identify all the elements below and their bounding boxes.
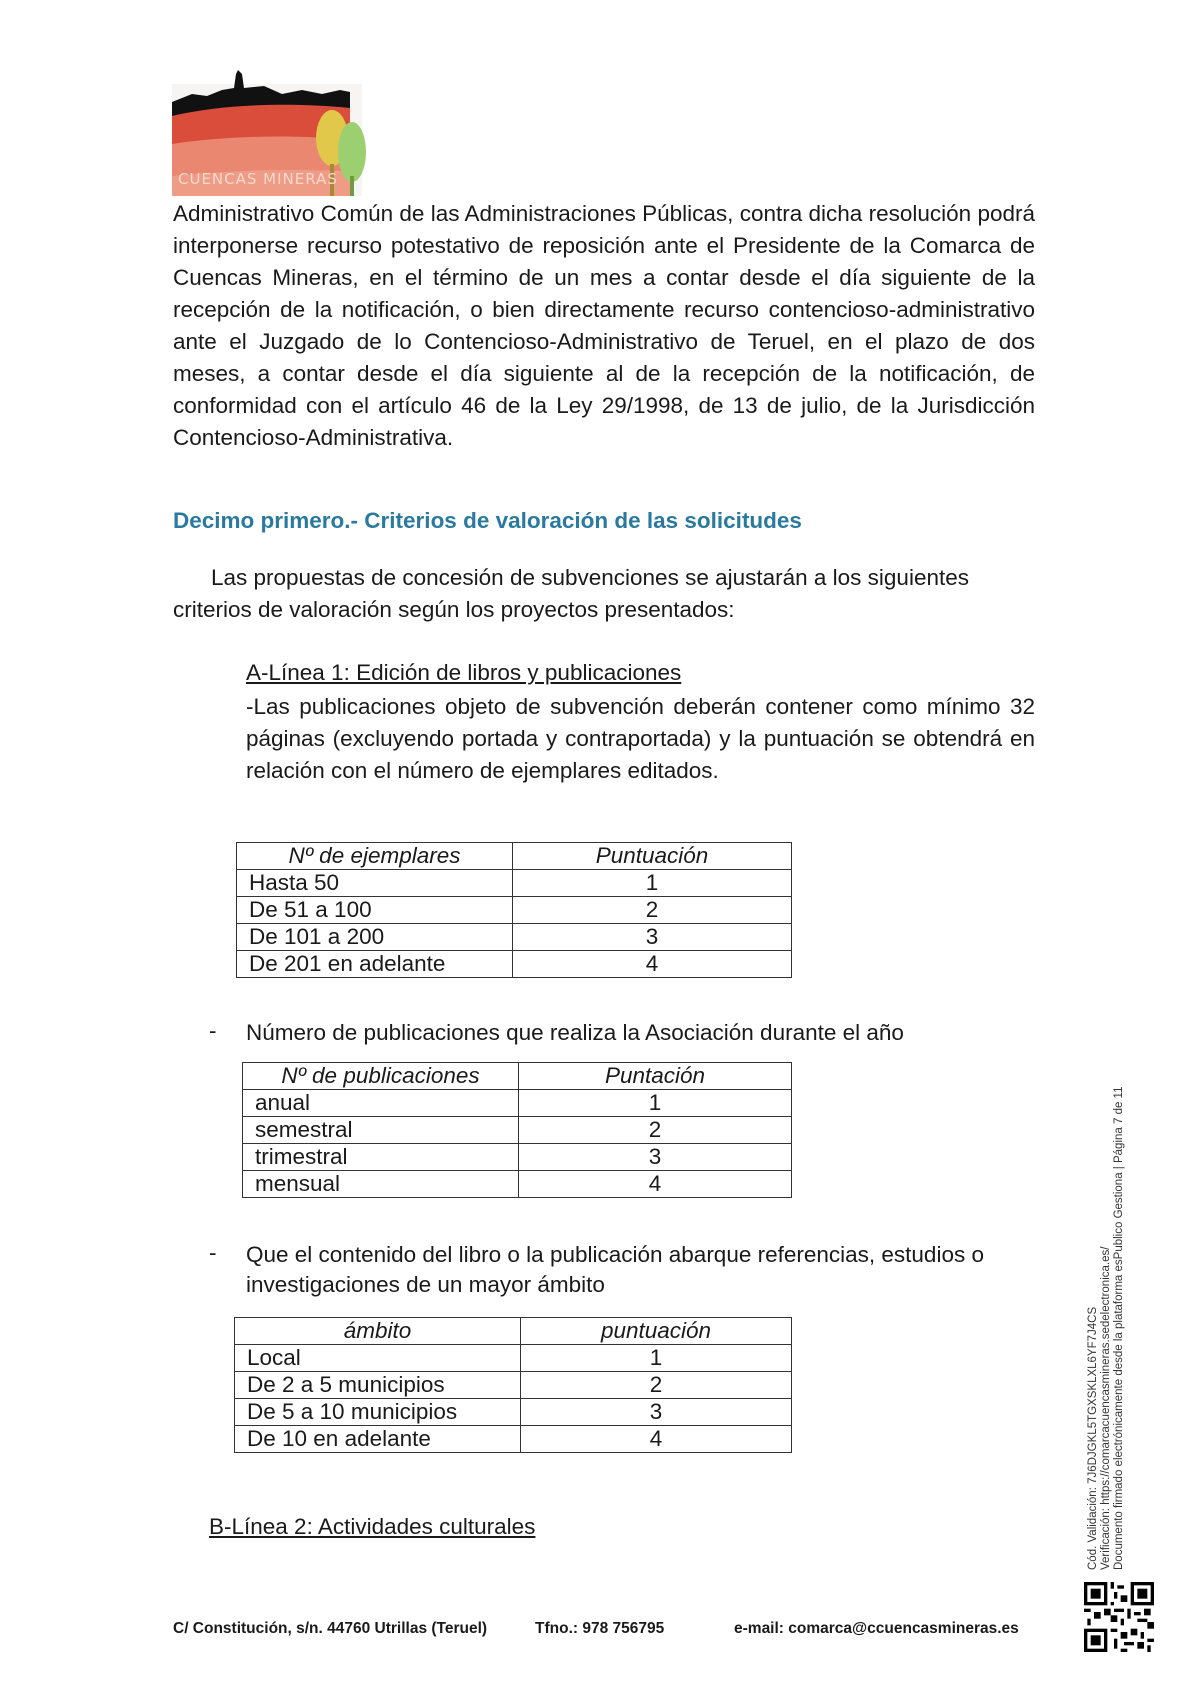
table-header: ámbito bbox=[235, 1318, 521, 1345]
table-header: puntuación bbox=[521, 1318, 792, 1345]
table-header: Puntación bbox=[519, 1063, 792, 1090]
table-header: Nº de publicaciones bbox=[243, 1063, 519, 1090]
section-heading: Decimo primero.- Criterios de valoración de las solicitudes bbox=[173, 508, 802, 533]
table-row bbox=[237, 870, 792, 897]
table-cell: 2 bbox=[519, 1117, 792, 1144]
verification-url[interactable]: Verificación: https://comarcacuencasmineras.sedelectronica.es/ bbox=[1100, 1246, 1112, 1570]
signature-note: Documento firmado electrónicamente desde la plataforma esPublico Gestiona | Página 7 de 11 bbox=[1113, 1086, 1125, 1570]
bullet-ambito: Que el contenido del libro o la publicación abarque referencias, estudios o investigaciones de un mayor ámbito bbox=[246, 1242, 984, 1297]
table-row bbox=[243, 1171, 792, 1198]
ejemplares-table bbox=[236, 842, 792, 978]
table-cell: 2 bbox=[513, 897, 792, 924]
table-row bbox=[243, 1144, 792, 1171]
table-header: Nº de ejemplares bbox=[237, 843, 513, 870]
table-row bbox=[235, 1426, 792, 1453]
table-cell: Hasta 50 bbox=[237, 870, 513, 897]
intro-paragraph: Administrativo Común de las Administraciones Públicas, contra dicha resolución podrá interponerse recurso potestativo de reposición ante el Presidente de la Comarca de Cuencas Mineras, en el término de un mes a contar desde el día siguiente de la recepción de la notificación, o bien directamente recurso contencioso-administrativo ante el Juzgado de lo Contencioso-Administrativo de Teruel, en el plazo de dos meses, a contar desde el día siguiente al de la recepción de la notificación, de conformidad con el artículo 46 de la Ley 29/1998, de 13 de julio, de la Jurisdicción Contencioso-Administrativa. bbox=[173, 201, 1035, 450]
table-header-row bbox=[235, 1318, 792, 1345]
table-header: Puntuación bbox=[513, 843, 792, 870]
table-cell: 3 bbox=[513, 924, 792, 951]
table-cell: De 201 en adelante bbox=[237, 951, 513, 978]
table-row bbox=[237, 897, 792, 924]
ambito-table bbox=[234, 1317, 792, 1453]
table-cell: 2 bbox=[521, 1372, 792, 1399]
table-cell: De 5 a 10 municipios bbox=[235, 1399, 521, 1426]
table-cell: 1 bbox=[519, 1090, 792, 1117]
table-row bbox=[237, 951, 792, 978]
table-row bbox=[243, 1090, 792, 1117]
table-cell: Local bbox=[235, 1345, 521, 1372]
table-row bbox=[235, 1345, 792, 1372]
qr-code-icon bbox=[1084, 1582, 1154, 1652]
table-row bbox=[243, 1117, 792, 1144]
table-cell: De 51 a 100 bbox=[237, 897, 513, 924]
table-cell: 1 bbox=[521, 1345, 792, 1372]
table-cell: De 101 a 200 bbox=[237, 924, 513, 951]
table-cell: 3 bbox=[521, 1399, 792, 1426]
line1-paragraph: -Las publicaciones objeto de subvención deberán contener como mínimo 32 páginas (excluyendo portada y contraportada) y la puntuación se obtendrá en relación con el número de ejemplares editados. bbox=[246, 694, 1035, 783]
table-row bbox=[237, 924, 792, 951]
table-cell: mensual bbox=[243, 1171, 519, 1198]
bullet-publicaciones: Número de publicaciones que realiza la Asociación durante el año bbox=[246, 1020, 904, 1045]
table-cell: 4 bbox=[521, 1426, 792, 1453]
validation-sidebar bbox=[1087, 1050, 1126, 1570]
table-cell: 4 bbox=[513, 951, 792, 978]
table-header-row bbox=[243, 1063, 792, 1090]
table-cell: semestral bbox=[243, 1117, 519, 1144]
table-header-row bbox=[237, 843, 792, 870]
validation-code: Cód. Validación: 7J6DJGKL5TGXSKLXL6YF7J4CS bbox=[1087, 1306, 1099, 1570]
footer-email[interactable]: e-mail: comarca@ccuencasmineras.es bbox=[734, 1620, 1019, 1637]
table-cell: 1 bbox=[513, 870, 792, 897]
publicaciones-table bbox=[242, 1062, 792, 1198]
table-row bbox=[235, 1372, 792, 1399]
table-cell: De 10 en adelante bbox=[235, 1426, 521, 1453]
table-row bbox=[235, 1399, 792, 1426]
table-cell: 3 bbox=[519, 1144, 792, 1171]
table-cell: 4 bbox=[519, 1171, 792, 1198]
line1-title: A-Línea 1: Edición de libros y publicaciones bbox=[246, 660, 682, 685]
footer-address: C/ Constitución, s/n. 44760 Utrillas (Teruel) bbox=[173, 1620, 488, 1637]
footer-phone: Tfno.: 978 756795 bbox=[535, 1620, 665, 1637]
table-cell: De 2 a 5 municipios bbox=[235, 1372, 521, 1399]
line2-title: B-Línea 2: Actividades culturales bbox=[209, 1514, 536, 1539]
logo-text: CUENCAS MINERAS bbox=[178, 170, 338, 188]
bullet-dash: - bbox=[209, 1018, 217, 1043]
criteria-paragraph: Las propuestas de concesión de subvenciones se ajustarán a los siguientes criterios de valoración según los proyectos presentados: bbox=[173, 565, 969, 622]
table-cell: trimestral bbox=[243, 1144, 519, 1171]
bullet-dash: - bbox=[209, 1240, 217, 1265]
table-cell: anual bbox=[243, 1090, 519, 1117]
